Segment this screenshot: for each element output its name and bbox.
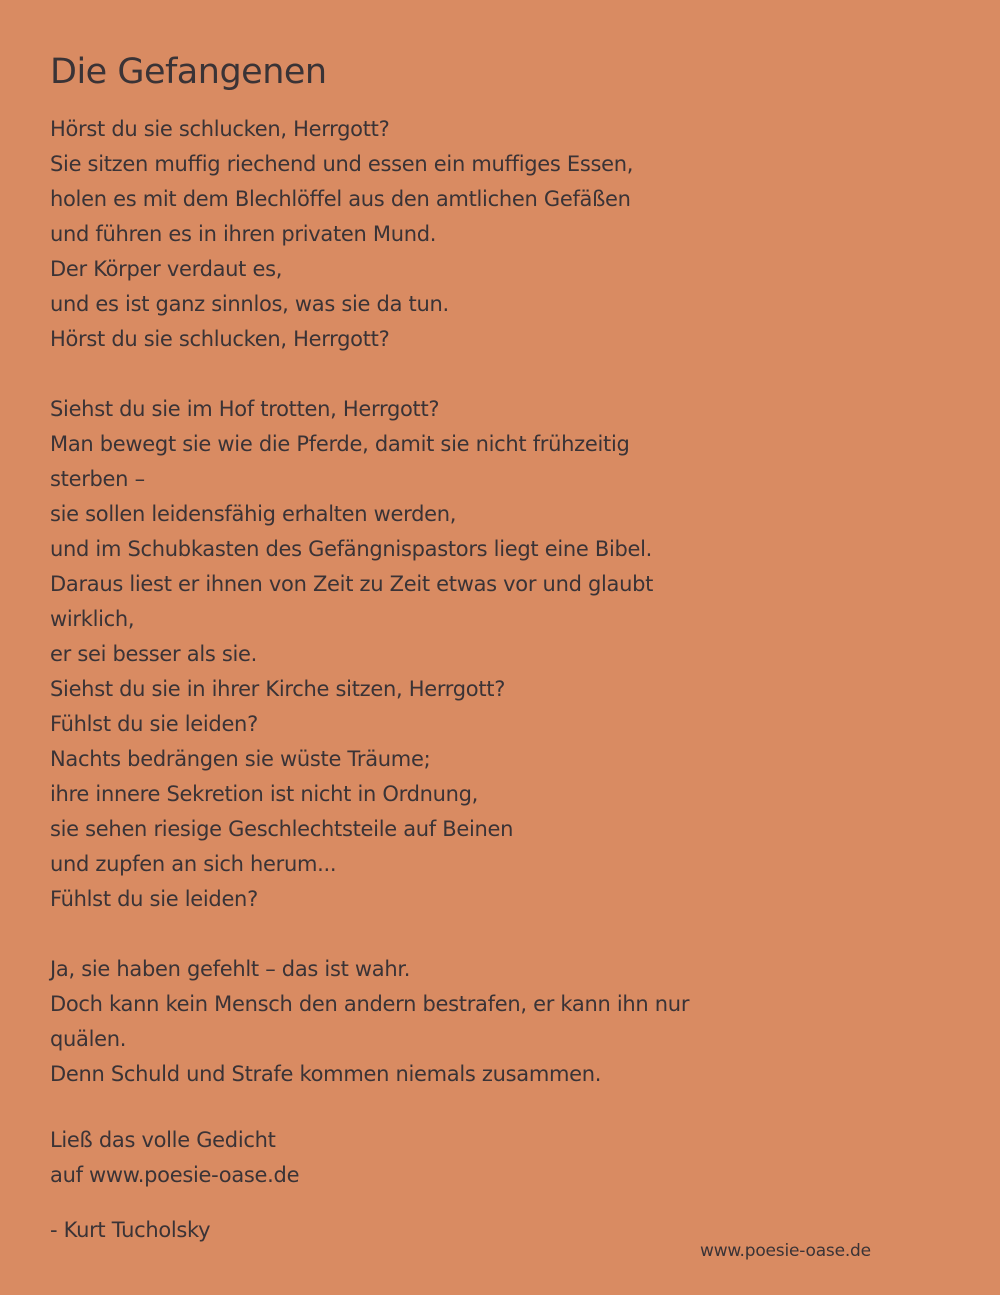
stanza-2: [50, 392, 770, 917]
read-more-note: [50, 1123, 299, 1193]
site-watermark: www.poesie-oase.de: [700, 1241, 871, 1261]
poem-line: ihre innere Sekretion ist nicht in Ordnung,: [50, 782, 479, 806]
poem-line: sie sehen riesige Geschlechtsteile auf Beinen: [50, 817, 514, 841]
poem-title: Die Gefangenen: [50, 52, 327, 92]
stanza-break: [50, 357, 770, 392]
poem-line: und führen es in ihren privaten Mund.: [50, 222, 437, 246]
poem-line: Nachts bedrängen sie wüste Träume;: [50, 747, 431, 771]
poem-line: Man bewegt sie wie die Pferde, damit sie nicht frühzeitig: [50, 432, 630, 456]
poem-line: und im Schubkasten des Gefängnispastors liegt eine Bibel.: [50, 537, 653, 561]
poem-line: holen es mit dem Blechlöffel aus den amtlichen Gefäßen: [50, 187, 631, 211]
poem-line: Denn Schuld und Strafe kommen niemals zusammen.: [50, 1062, 602, 1086]
read-more-link[interactable]: auf www.poesie-oase.de: [50, 1163, 300, 1187]
poem-line: Ja, sie haben gefehlt – das ist wahr.: [50, 957, 411, 981]
poem-line: sterben –: [50, 467, 145, 491]
poem-line: und zupfen an sich herum...: [50, 852, 337, 876]
poem-line: Siehst du sie im Hof trotten, Herrgott?: [50, 397, 440, 421]
poem-line: Der Körper verdaut es,: [50, 257, 283, 281]
poem-author: - Kurt Tucholsky: [50, 1218, 211, 1242]
poem-line: er sei besser als sie.: [50, 642, 258, 666]
stanza-1: [50, 112, 770, 357]
poem-line: Doch kann kein Mensch den andern bestrafen, er kann ihn nur: [50, 992, 690, 1016]
poem-line: Hörst du sie schlucken, Herrgott?: [50, 117, 390, 141]
poem-line: Hörst du sie schlucken, Herrgott?: [50, 327, 390, 351]
poem-line: quälen.: [50, 1027, 127, 1051]
poem-line: und es ist ganz sinnlos, was sie da tun.: [50, 292, 449, 316]
poem-line: Fühlst du sie leiden?: [50, 712, 258, 736]
stanza-break: [50, 917, 770, 952]
stanza-3: [50, 952, 770, 1092]
poem-line: wirklich,: [50, 607, 135, 631]
poem-body: [50, 112, 770, 1092]
poem-line: sie sollen leidensfähig erhalten werden,: [50, 502, 457, 526]
poem-line: Fühlst du sie leiden?: [50, 887, 258, 911]
poem-line: Daraus liest er ihnen von Zeit zu Zeit etwas vor und glaubt: [50, 572, 654, 596]
poem-line: Sie sitzen muffig riechend und essen ein muffiges Essen,: [50, 152, 634, 176]
read-more-line: Ließ das volle Gedicht: [50, 1128, 276, 1152]
poem-line: Siehst du sie in ihrer Kirche sitzen, Herrgott?: [50, 677, 506, 701]
